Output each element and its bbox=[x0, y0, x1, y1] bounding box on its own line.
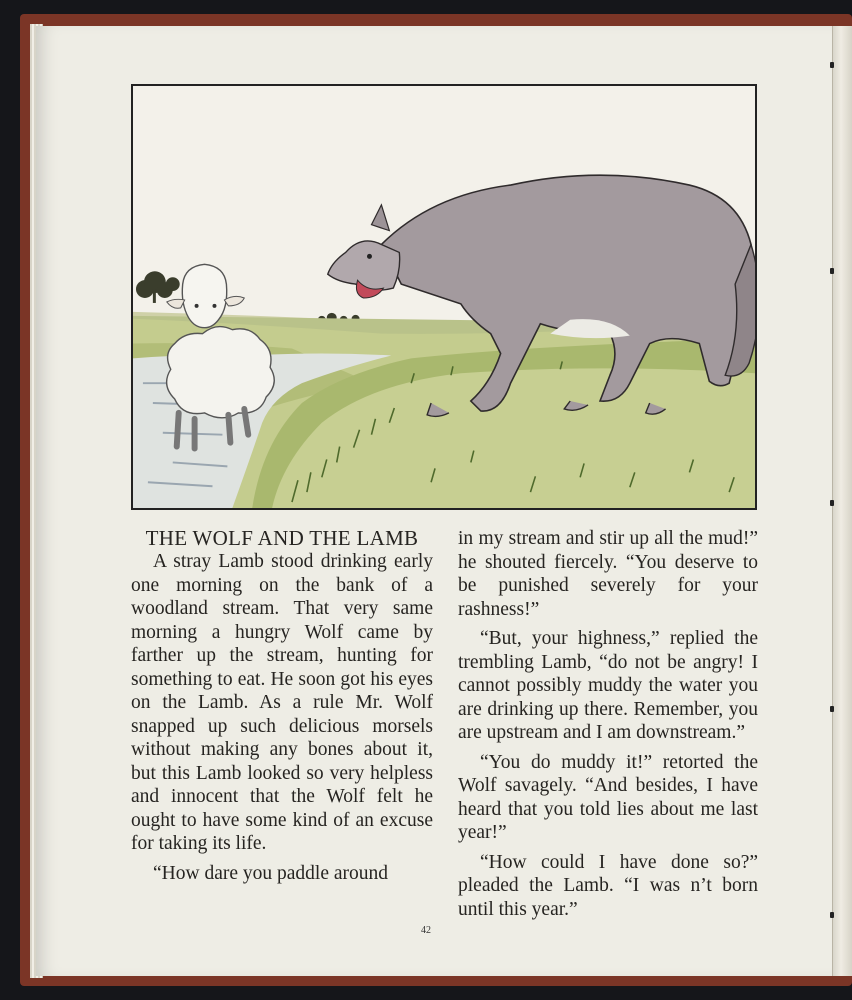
story-title: THE WOLF AND THE LAMB bbox=[145, 526, 419, 550]
binding-mark bbox=[830, 706, 834, 712]
illustration-drawing bbox=[133, 86, 755, 508]
text-column-right bbox=[458, 527, 758, 921]
paragraph: A stray Lamb stood drinking early one morning on the bank of a woodland stream. That very same morning a hungry Wolf came by farther up the stream, hunting for something to eat. He soon got his eyes on the Lamb. As a rule Mr. Wolf snapped up such delicious morsels without making any bones about it, but this Lamb looked so very helpless and innocent that the Wolf felt he ought to have some kind of an excuse for taking its life. bbox=[131, 551, 433, 854]
binding-mark bbox=[830, 500, 834, 506]
paragraph: in my stream and stir up all the mud!” he shouted fiercely. “You deserve to be punished severely for your rashness!” bbox=[458, 528, 758, 620]
paragraph: “How could I have done so?” pleaded the Lamb. “I was n’t born until this year.” bbox=[458, 851, 758, 920]
binding-mark bbox=[830, 912, 834, 918]
paragraph: “You do muddy it!” retorted the Wolf savagely. “And besides, I have heard that you told lies about me last year!” bbox=[458, 751, 758, 843]
next-page-edge bbox=[832, 26, 852, 976]
page-number: 42 bbox=[421, 925, 431, 936]
binding-mark bbox=[830, 62, 834, 68]
paragraph: “But, your highness,” replied the trembling Lamb, “do not be angry! I cannot possibly muddy the water you are drinking up there. Remember, you are upstream and I am downstream.” bbox=[458, 628, 758, 743]
wolf-and-lamb-illustration bbox=[131, 84, 757, 510]
text-column-left bbox=[131, 527, 433, 885]
paragraph: “How dare you paddle around bbox=[153, 862, 388, 884]
binding-mark bbox=[830, 268, 834, 274]
